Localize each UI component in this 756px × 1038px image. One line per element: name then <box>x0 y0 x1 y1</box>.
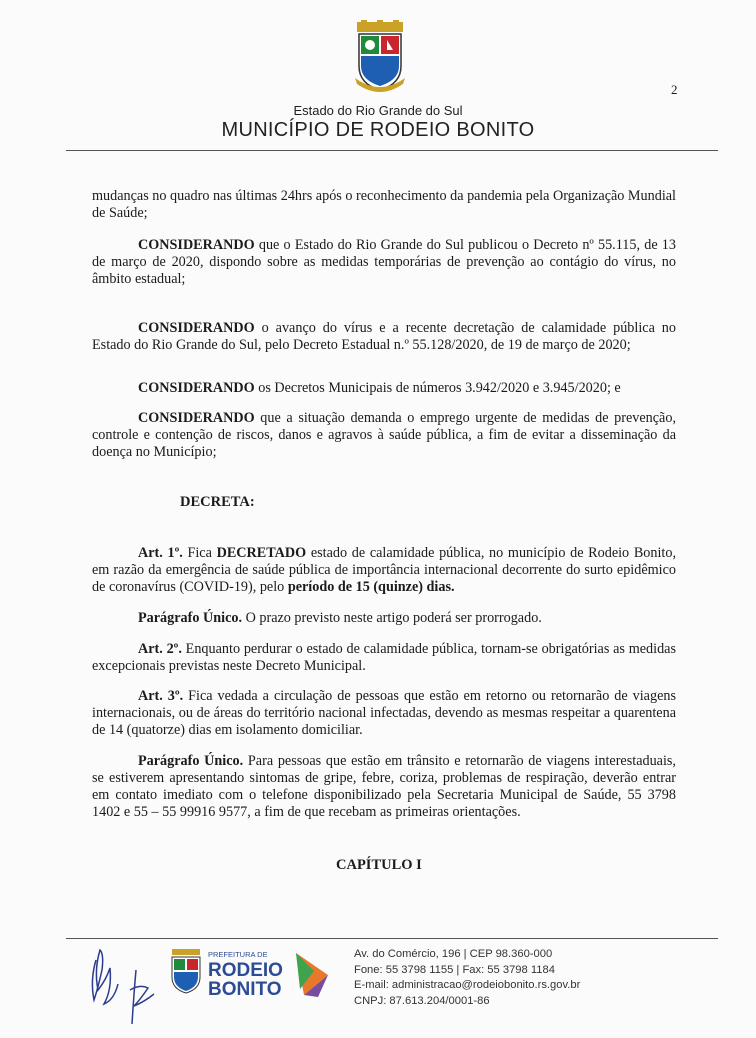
paragraph-unico-2 <box>92 753 676 821</box>
chapter-heading: CAPÍTULO I <box>336 857 422 873</box>
paragraph-label: Parágrafo Único. <box>138 610 243 626</box>
coat-of-arms-icon <box>351 20 409 96</box>
paragraph-considerando-1 <box>92 237 676 288</box>
article-text: Fica <box>182 545 217 561</box>
article-text: estado de calamidade pública, no município de Rodeio Bonito, em razão da emergência de saúde pública de importância internacional decorrente do surto epidêmico de coronavírus (COVID-19), pelo <box>92 545 676 595</box>
footer-address: Av. do Comércio, 196 | CEP 98.360-000 <box>354 948 553 960</box>
paragraph-text: que o Estado do Rio Grande do Sul publicou o Decreto nº 55.115, de 13 de março de 2020, dispondo sobre as medidas temporárias de prevenção ao contágio do vírus, no âmbito estadual; <box>92 237 676 287</box>
article-number: Art. 2º. <box>138 641 182 657</box>
considerando-label: CONSIDERANDO <box>138 320 255 336</box>
considerando-label: CONSIDERANDO <box>138 237 255 253</box>
paragraph-text: os Decretos Municipais de números 3.942/2020 e 3.945/2020; e <box>254 380 621 396</box>
paragraph-1 <box>92 188 676 222</box>
state-name: Estado do Rio Grande do Sul <box>293 103 463 118</box>
header-divider <box>66 150 718 151</box>
footer-cnpj: CNPJ: 87.613.204/0001-86 <box>354 994 490 1007</box>
article-2 <box>92 641 676 675</box>
page-number: 2 <box>671 82 678 97</box>
article-1 <box>92 545 676 596</box>
logo-small-text: PREFEITURA DE <box>208 950 268 959</box>
article-emphasis: período de 15 (quinze) dias. <box>287 579 455 595</box>
paragraph-considerando-3 <box>92 380 676 397</box>
paragraph-text: que a situação demanda o emprego urgente de medidas de prevenção, controle e contenção de riscos, danos e agravos à saúde pública, a fim de evitar a disseminação da doença no Município; <box>92 410 676 460</box>
paragraph-label: Parágrafo Único. <box>138 753 244 769</box>
footer-phone: Fone: 55 3798 1155 | Fax: 55 3798 1184 <box>354 963 555 976</box>
article-text: Enquanto perdurar o estado de calamidade pública, tornam-se obrigatórias as medidas excepcionais previstas neste Decreto Municipal. <box>92 641 676 674</box>
logo-bonito-text: BONITO <box>208 979 282 1000</box>
article-text: Fica vedada a circulação de pessoas que estão em retorno ou retornarão de viagens internacionais, ou de áreas do território nacional infectadas, devendo as mesmas respeitar a quarentena de 14 (quatorze) dias em isolamento domiciliar. <box>92 688 676 738</box>
paragraph-1-text: mudanças no quadro nas últimas 24hrs após o reconhecimento da pandemia pela Organização Mundial de Saúde; <box>92 188 677 221</box>
footer-email[interactable]: E-mail: administracao@rodeiobonito.rs.gov.br <box>354 979 581 991</box>
logo-rodeio-text: RODEIO <box>208 960 283 981</box>
considerando-label: CONSIDERANDO <box>138 380 255 396</box>
paragraph-unico-1 <box>92 610 676 627</box>
footer-contact <box>354 947 580 1009</box>
paragraph-text: O prazo previsto neste artigo poderá ser prorrogado. <box>242 610 542 626</box>
paragraph-considerando-2 <box>92 320 676 354</box>
decreta-heading: DECRETA: <box>180 494 255 510</box>
paragraph-text: Para pessoas que estão em trânsito e retornarão de viagens interestaduais, se estiverem apresentando sintomas de gripe, febre, coriza, problemas de respiração, deverão entrar em contato imediato com o telefone disponibilizado pela Secretaria Municipal de Saúde, 55 3798 1402 e 55 – 55 99916 9577, a fim de que recebam as primeiras orientações. <box>92 753 676 820</box>
article-number: Art. 1º. <box>138 545 183 561</box>
article-3 <box>92 688 676 739</box>
paragraph-considerando-4 <box>92 410 676 461</box>
considerando-label: CONSIDERANDO <box>138 410 255 426</box>
footer-divider <box>66 938 718 939</box>
article-emphasis: DECRETADO <box>216 545 307 561</box>
municipality-title: MUNICÍPIO DE RODEIO BONITO <box>221 119 535 141</box>
article-number: Art. 3º. <box>138 688 184 704</box>
municipality-logo <box>168 945 336 1000</box>
signature <box>84 940 164 1032</box>
paragraph-text: o avanço do vírus e a recente decretação de calamidade pública no Estado do Rio Grande do Sul, pelo Decreto Estadual n.º 55.128/2020, de 19 de março de 2020; <box>92 320 676 353</box>
